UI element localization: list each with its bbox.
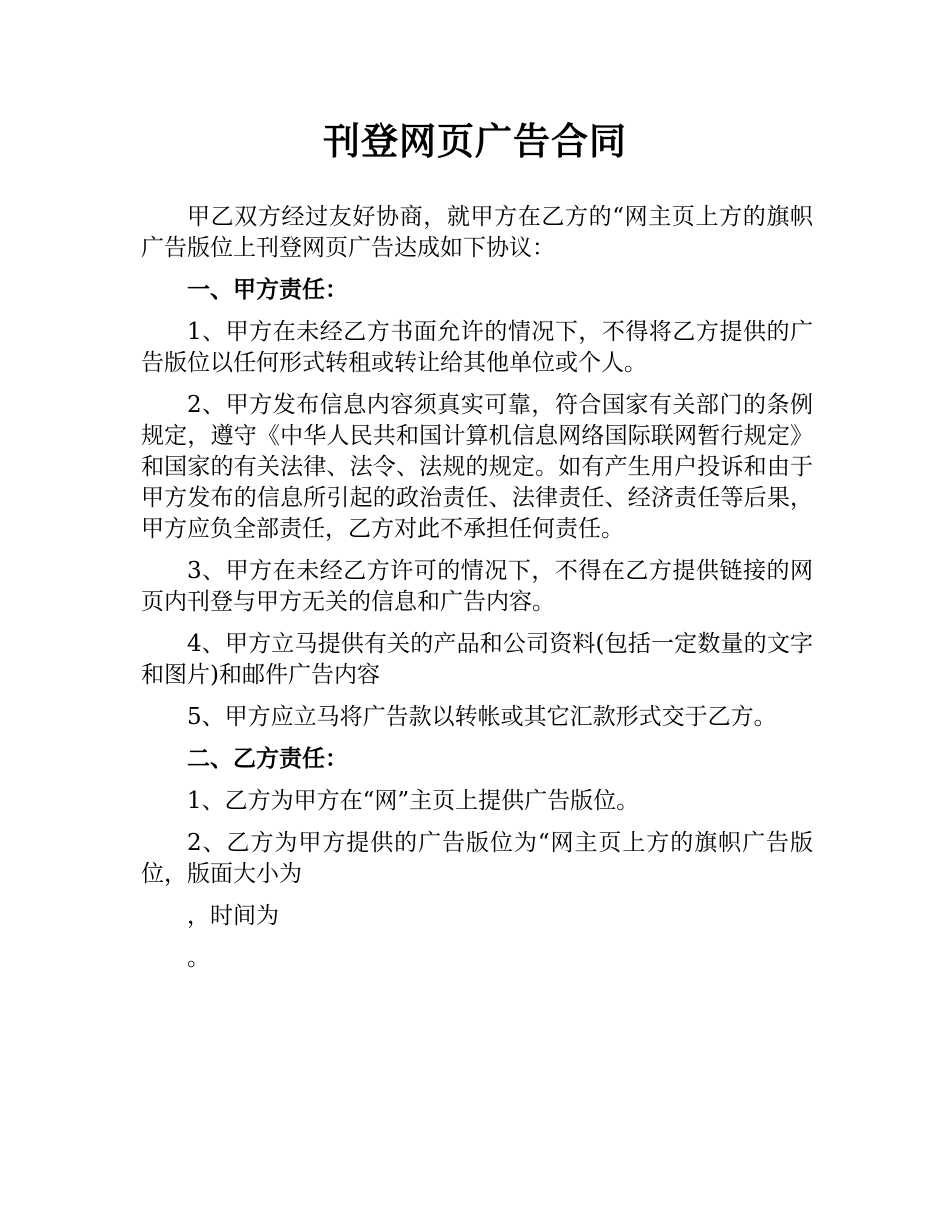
clause-a-2: 2、甲方发布信息内容须真实可靠，符合国家有关部门的条例规定，遵守《中华人民共和国计算机信息网络国际联网暂行规定》和国家的有关法律、法令、法规的规定。如有产生用户投诉和由于甲方发布的信息所引起的政治责任、法律责任、经济责任等后果，甲方应负全部责任，乙方对此不承担任何责任。 <box>141 392 813 542</box>
clause-b-1: 1、乙方为甲方在“网”主页上提供广告版位。 <box>187 788 640 814</box>
clause-a-5: 5、甲方应立马将广告款以转帐或其它汇款形式交于乙方。 <box>187 704 777 730</box>
intro-paragraph: 甲乙双方经过友好协商，就甲方在乙方的“网主页上方的旗帜广告版位上刊登网页广告达成如下协议： <box>141 204 813 261</box>
document-title: 刊登网页广告合同 <box>323 120 627 163</box>
section-heading-party-a: 一、甲方责任： <box>187 277 348 303</box>
clause-a-4: 4、甲方立马提供有关的产品和公司资料(包括一定数量的文字和图片)和邮件广告内容 <box>141 631 813 688</box>
clause-b-2-time: ，时间为 <box>187 903 279 929</box>
clause-b-2-end: 。 <box>187 945 210 971</box>
document-body <box>141 202 813 985</box>
clause-a-3: 3、甲方在未经乙方许可的情况下，不得在乙方提供链接的网页内刊登与甲方无关的信息和广告内容。 <box>141 558 813 615</box>
clause-a-1: 1、甲方在未经乙方书面允许的情况下，不得将乙方提供的广告版位以任何形式转租或转让给其他单位或个人。 <box>141 319 813 376</box>
section-heading-party-b: 二、乙方责任： <box>187 746 348 772</box>
clause-b-2: 2、乙方为甲方提供的广告版位为“网主页上方的旗帜广告版位，版面大小为 <box>141 830 813 887</box>
